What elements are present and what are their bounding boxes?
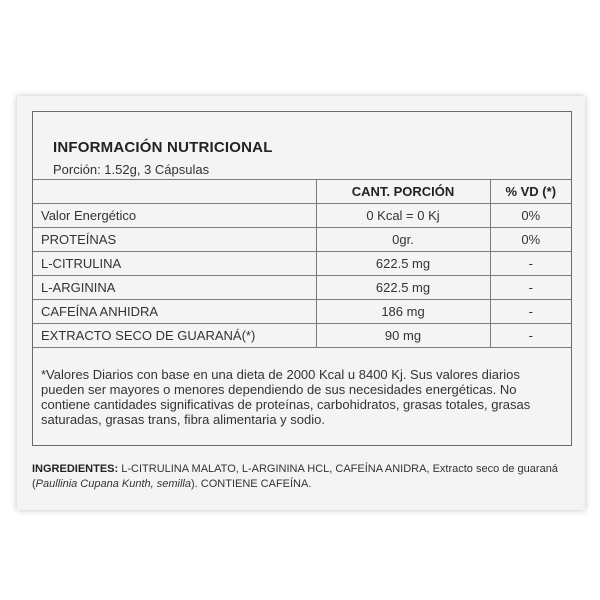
nutrient-daily-value: - <box>490 324 571 348</box>
portion-size: Porción: 1.52g, 3 Cápsulas <box>53 162 210 177</box>
nutrition-title: INFORMACIÓN NUTRICIONAL <box>53 139 273 156</box>
nutrient-name: Valor Energético <box>33 204 316 228</box>
nutrient-amount: 0gr. <box>316 228 490 252</box>
header-amount-per-serving: CANT. PORCIÓN <box>316 180 490 204</box>
table-row <box>33 228 571 252</box>
nutrient-name: EXTRACTO SECO DE GUARANÁ(*) <box>33 324 316 348</box>
nutrient-amount: 0 Kcal = 0 Kj <box>316 204 490 228</box>
table-row <box>33 204 571 228</box>
nutrient-amount: 622.5 mg <box>316 252 490 276</box>
nutrient-amount: 90 mg <box>316 324 490 348</box>
ingredients-list: L-CITRULINA MALATO, L-ARGININA HCL, CAFEÍNA ANIDRA, Extracto seco de guaraná ( <box>32 463 558 490</box>
nutrient-amount: 622.5 mg <box>316 276 490 300</box>
nutrient-daily-value: - <box>490 276 571 300</box>
nutrient-daily-value: - <box>490 300 571 324</box>
header-daily-value: % VD (*) <box>490 180 571 204</box>
ingredients-label: INGREDIENTES: <box>32 463 119 475</box>
table-header-row <box>33 180 571 204</box>
nutrition-table <box>33 179 571 348</box>
nutrient-daily-value: 0% <box>490 228 571 252</box>
nutrient-amount: 186 mg <box>316 300 490 324</box>
nutrient-daily-value: - <box>490 252 571 276</box>
table-row <box>33 300 571 324</box>
nutrient-name: L-ARGININA <box>33 276 316 300</box>
nutrient-daily-value: 0% <box>490 204 571 228</box>
table-row <box>33 276 571 300</box>
table-row <box>33 252 571 276</box>
table-row <box>33 324 571 348</box>
ingredients-text <box>32 462 577 492</box>
ingredients-caffeine-warning: ). CONTIENE CAFEÍNA. <box>191 478 312 490</box>
nutrient-name: PROTEÍNAS <box>33 228 316 252</box>
nutrition-label-card <box>17 96 585 510</box>
nutrient-name: CAFEÍNA ANHIDRA <box>33 300 316 324</box>
daily-value-footnote: *Valores Diarios con base en una dieta de 2000 Kcal u 8400 Kj. Sus valores diarios pueden ser mayores o menores dependiendo de sus necesidades energéticas. No contiene cantidades significativas de proteínas, carbohidratos, grasas totales, grasas saturadas, grasas trans, fibra alimentaria y sodio. <box>41 367 531 427</box>
nutrition-facts-box <box>32 111 572 446</box>
ingredients-scientific-name: Paullinia Cupana Kunth, semilla <box>35 478 191 490</box>
nutrient-name: L-CITRULINA <box>33 252 316 276</box>
header-nutrient <box>33 180 316 204</box>
